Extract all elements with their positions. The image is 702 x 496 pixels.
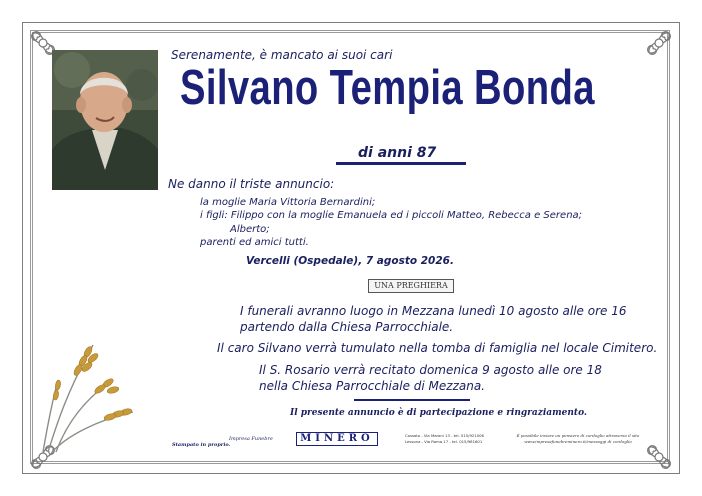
notice-line[interactable]: www.impresafunebreminero.it/messaggi di cordoglio [524, 439, 632, 444]
funeral-line: I funerali avranno luogo in Mezzana lunedì 10 agosto alle ore 16 [240, 304, 627, 318]
rosary-text [259, 362, 602, 394]
corner-ornament-icon [642, 440, 676, 474]
funeral-text [240, 303, 626, 335]
condolence-notice [503, 433, 653, 445]
address-line: Cossato - Via Maroni 13 - tel. 015/921006 [405, 433, 484, 438]
announce-text: Ne danno il triste annuncio: [168, 177, 335, 191]
age-text: di anni 87 [358, 145, 437, 161]
rosary-line: Il S. Rosario verrà recitato domenica 9 agosto alle ore 18 [259, 363, 602, 377]
deceased-name: Silvano Tempia Bonda [180, 61, 595, 115]
funeral-line: partendo dalla Chiesa Parrocchiale. [240, 320, 454, 334]
rosary-line: nella Chiesa Parrocchiale di Mezzana. [259, 379, 485, 393]
address-line: Lessona - Via Roma 17 - tel. 015/981601 [405, 439, 483, 444]
minero-logo: MINERO [296, 432, 378, 446]
notice-line: È possibile inviare un pensiero di cordoglio attraverso il sito [516, 433, 640, 438]
prayer-button[interactable]: UNA PREGHIERA [368, 279, 454, 293]
intro-text: Serenamente, è mancato ai suoi cari [171, 48, 393, 62]
family-line: Alberto; [230, 223, 270, 235]
thanks-text: Il presente annuncio è di partecipazione e ringraziamento. [290, 408, 588, 418]
portrait-photo [52, 50, 158, 190]
family-line: parenti ed amici tutti. [200, 236, 309, 248]
wheat-icon [38, 340, 138, 455]
age-underline [336, 162, 466, 165]
printed-note: Stampato in proprio. [172, 442, 231, 448]
impresa-label: Impresa Funebre [229, 436, 273, 442]
family-line: i figli: Filippo con la moglie Emanuela ed i piccoli Matteo, Rebecca e Serena; [200, 210, 583, 222]
place-date: Vercelli (Ospedale), 7 agosto 2026. [246, 255, 454, 267]
family-list [200, 196, 582, 249]
divider-rule [354, 399, 470, 401]
corner-ornament-icon [642, 26, 676, 60]
family-line: la moglie Maria Vittoria Bernardini; [200, 197, 376, 208]
burial-text: Il caro Silvano verrà tumulato nella tomba di famiglia nel locale Cimitero. [217, 341, 658, 355]
address-block [405, 433, 484, 445]
